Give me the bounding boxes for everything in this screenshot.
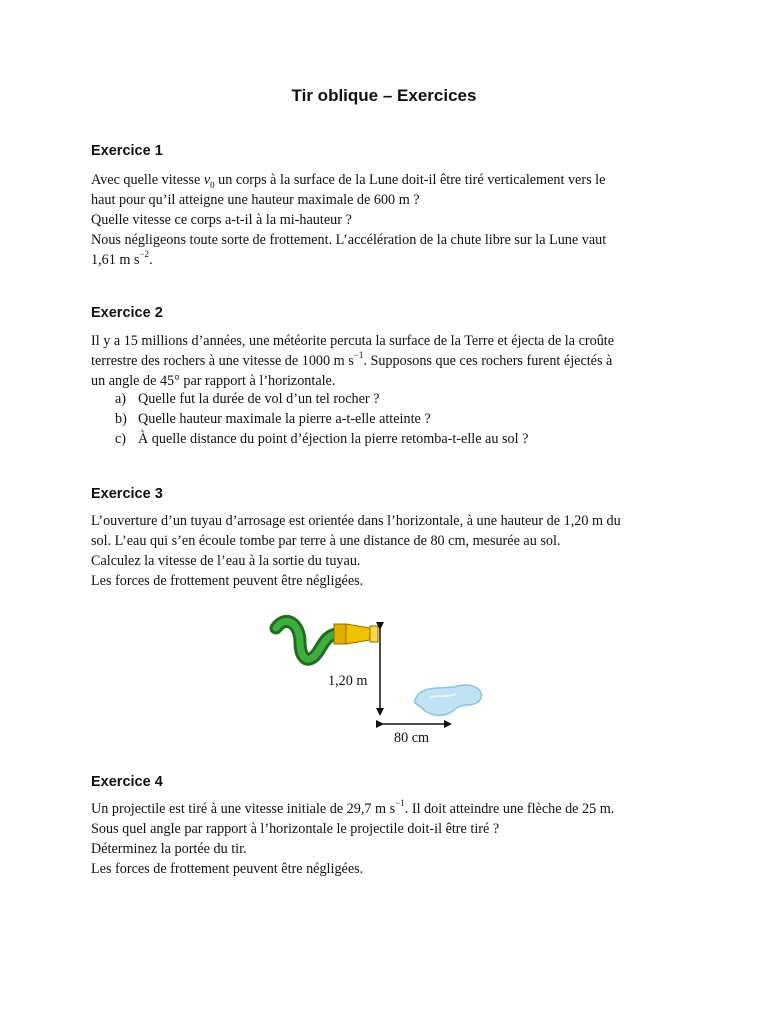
exercise-4-line-1: Un projectile est tiré à une vitesse initiale de 29,7 m $s^{-1}$. Il doit atteindre une flèche de 25 m. bbox=[91, 798, 615, 817]
exercise-3-line-3: Calculez la vitesse de l’eau à la sortie du tuyau. bbox=[91, 553, 361, 569]
exercise-4-line-3: Déterminez la portée du tir. bbox=[91, 841, 247, 857]
exercise-2-heading: Exercice 2 bbox=[91, 305, 163, 321]
exercise-1-heading: Exercice 1 bbox=[91, 143, 163, 159]
exercise-1-line-2: haut pour qu’il atteigne une hauteur maximale de 600 m ? bbox=[91, 192, 420, 208]
list-item: b) Quelle hauteur maximale la pierre a-t-elle atteinte ? bbox=[115, 411, 431, 427]
water-puddle bbox=[415, 685, 482, 715]
exercise-2-line-2: terrestre des rochers à une vitesse de 1000 m $s^{-1}$. Supposons que ces rochers furent éjectés à bbox=[91, 350, 613, 369]
exercise-1-line-3: Quelle vitesse ce corps a-t-il à la mi-hauteur ? bbox=[91, 212, 352, 228]
exercise-1-line-1: Avec quelle vitesse $v_0$ un corps à la surface de la Lune doit-il être tiré verticalement vers le bbox=[91, 172, 606, 190]
exercise-3-text bbox=[91, 511, 681, 591]
list-item: a) Quelle fut la durée de vol d’un tel rocher ? bbox=[115, 391, 380, 407]
exercise-1-line-4: Nous négligeons toute sorte de frottement. L’accélération de la chute libre sur la Lune vaut bbox=[91, 232, 607, 248]
exercise-4-text bbox=[91, 799, 681, 879]
exercise-3-line-2: sol. L’eau qui s’en écoule tombe par terre à une distance de 80 cm, mesurée au sol. bbox=[91, 533, 561, 549]
nozzle bbox=[334, 624, 378, 644]
exercise-1-text bbox=[91, 170, 681, 270]
exercise-2-text bbox=[91, 331, 681, 391]
hose-figure bbox=[266, 606, 496, 756]
distance-label: 80 cm bbox=[394, 730, 430, 746]
hose-diagram bbox=[266, 606, 496, 756]
exercise-3-heading: Exercice 3 bbox=[91, 486, 163, 502]
height-label: 1,20 m bbox=[328, 673, 368, 689]
exercise-3-line-1: L’ouverture d’un tuyau d’arrosage est orientée dans l’horizontale, à une hauteur de 1,20 m du bbox=[91, 513, 621, 529]
exercise-2-questions bbox=[115, 389, 528, 449]
exercise-4-line-2: Sous quel angle par rapport à l’horizontale le projectile doit-il être tiré ? bbox=[91, 821, 500, 837]
exercise-4-line-4: Les forces de frottement peuvent être négligées. bbox=[91, 861, 364, 877]
exercise-2-line-3: un angle de 45° par rapport à l’horizontale. bbox=[91, 373, 336, 389]
exercise-3-line-4: Les forces de frottement peuvent être négligées. bbox=[91, 573, 364, 589]
exercise-4-heading: Exercice 4 bbox=[91, 774, 163, 790]
page-title: Tir oblique – Exercices bbox=[291, 86, 477, 105]
exercise-2-line-1: Il y a 15 millions d’années, une météorite percuta la surface de la Terre et éjecta de la croûte bbox=[91, 333, 615, 349]
exercise-1-line-5: 1,61 m $s^{-2}$. bbox=[91, 249, 153, 268]
list-item: c) À quelle distance du point d’éjection la pierre retomba-t-elle au sol ? bbox=[115, 431, 529, 447]
